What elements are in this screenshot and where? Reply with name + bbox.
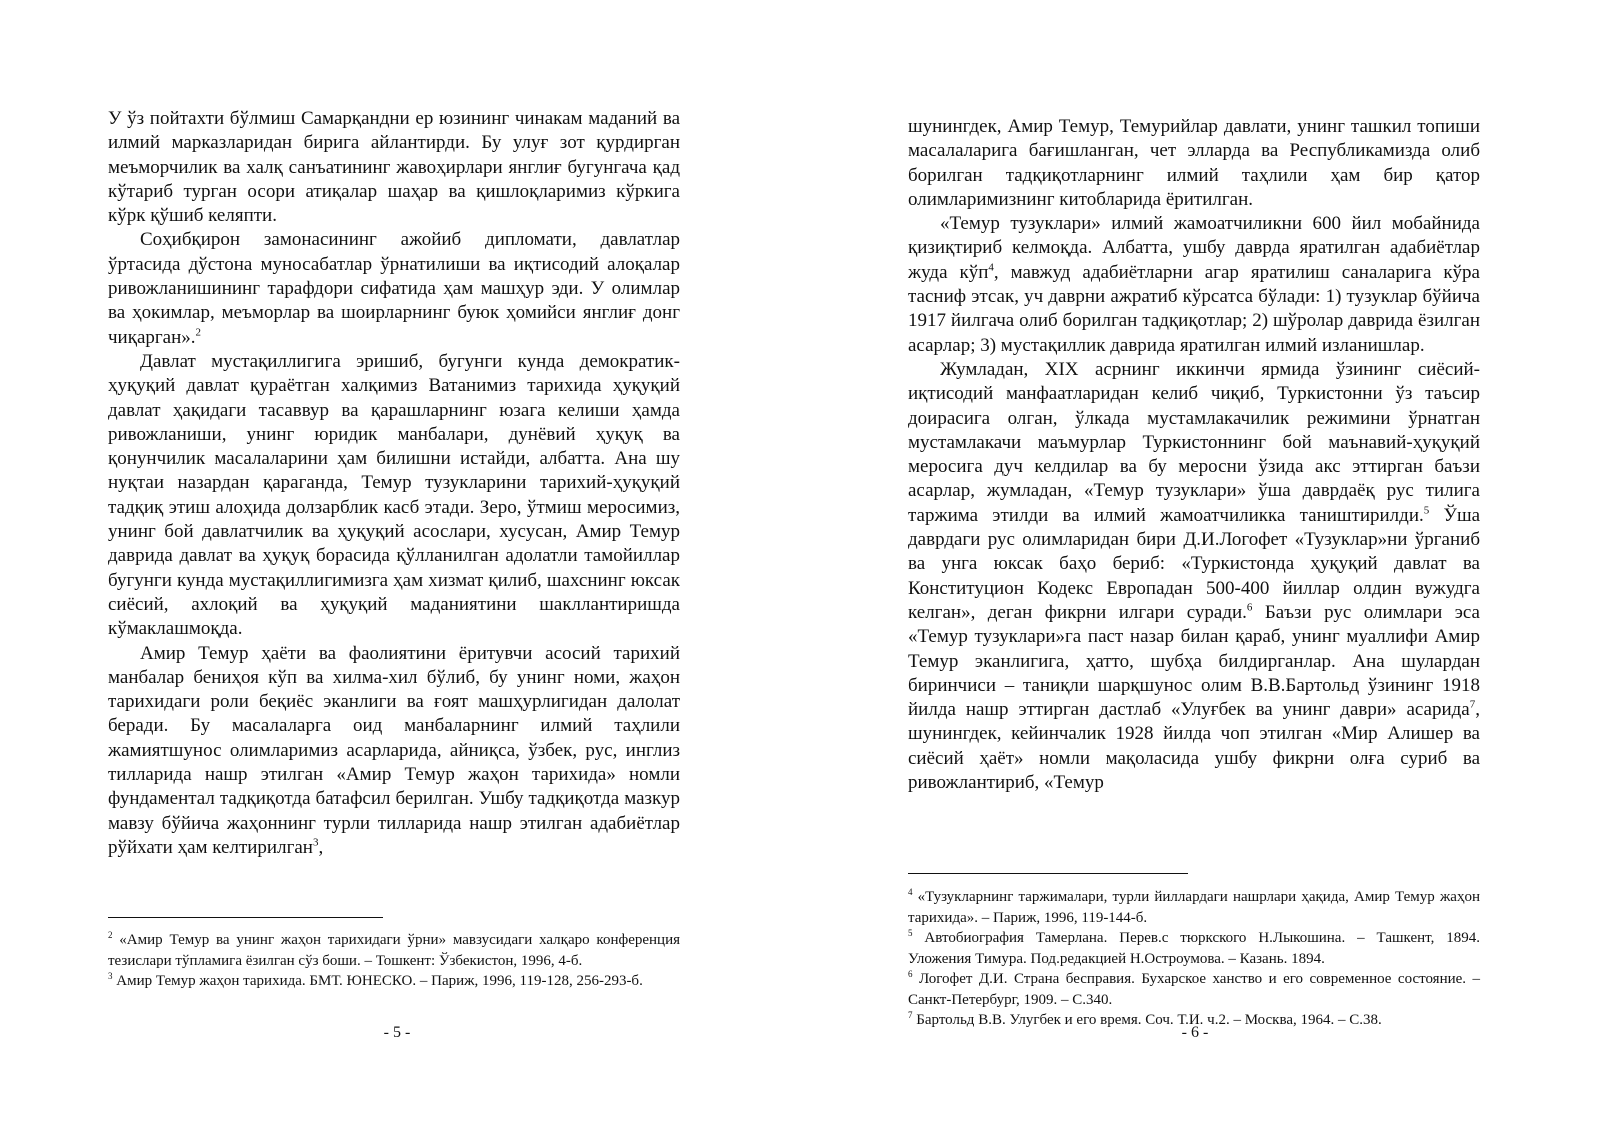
paragraph: шунингдек, Амир Темур, Темурийлар давлати, унинг ташкил топиши масалаларига бағишланган, чет элларда ва Республикамизда олиб борилган тадқиқотларнинг илмий таҳлили ҳам бир қатор олимларимизнинг китобларида ёритилган. <box>908 116 1480 210</box>
right-page <box>800 0 1600 1131</box>
paragraph: «Темур тузуклари» илмий жамоатчиликни 600 йил мобайнида қизиқтириб келмоқда. Албатта, ушбу даврда яратилган адабиётлар жуда кўп$^4$, мавжуд адабиётларни агар яратилиш саналарига кўра тасниф этсак, уч даврни ажратиб кўрсатса бўлади: 1) тузуклар бўйича 1917 йилгача олиб борилган тадқиқотлар; 2) шўролар даврида ёзилган асарлар; 3) мустақиллик даврида яратилган илмий изланишлар. <box>908 213 1480 356</box>
left-body-text <box>108 107 680 860</box>
footnote-ref: 5 <box>1423 504 1430 517</box>
left-footnotes <box>108 930 680 992</box>
footnote: $^7$ Бартольд В.В. Улугбек и его время. Соч. Т.И. ч.2. – Москва, 1964. – С.38. <box>908 1010 1382 1028</box>
footnote-separator <box>108 917 383 918</box>
footnote: $^4$ «Тузукларнинг таржималари, турли йиллардаги нашрлари ҳақида, Амир Темур жаҳон тарихида». – Париж, 1996, 119-144-б. <box>908 887 1480 926</box>
paragraph: Жумладан, XIX асрнинг иккинчи ярмида ўзининг сиёсий-иқтисодий манфаатларидан келиб чиқиб, Туркистонни ўз таъсир доирасига олган, ўлкада мустамлакачилик режимини ўрнатган мустамлакачи маъмурлар Туркистоннинг бой маънавий-ҳуқуқий меросига дуч келдилар ва бу меросни ўзида акс эттирган баъзи асарлар, жумладан, «Темур тузуклари» ўша даврдаёқ рус тилига таржима этилди ва илмий жамоатчиликка таништирилди.$^5$ Ўша даврдаги рус олимларидан бири Д.И.Логофет «Тузуклар»ни ўрганиб ва унга юксак баҳо бериб: «Туркистонда ҳуқуқий давлат ва Конституцион Кодекс Европадан 500-400 йиллар олдин вужудга келган», деган фикрни илгари суради.$^6$ Баъзи рус олимлари эса «Темур тузуклари»га паст назар билан қараб, унинг муаллифи Амир Темур эканлигига, ҳатто, шубҳа билдирганлар. Ана шулардан биринчиси – таниқли шарқшунос олим В.В.Бартольд ўзининг 1918 йилда нашр эттирган дастлаб «Улуғбек ва унинг даври» асарида$^7$, шунингдек, кейинчалик 1928 йилда чоп этилган «Мир Алишер ва сиёсий ҳаёт» номли мақоласида ушбу фикрни олға суриб ва ривожлантириб, «Темур <box>908 358 1481 794</box>
right-footnotes <box>908 887 1480 1031</box>
footnote: $^3$ Амир Темур жаҳон тарихида. БМТ. ЮНЕСКО. – Париж, 1996, 119-128, 256-293-б. <box>108 971 643 989</box>
footnote-separator <box>908 873 1188 874</box>
footnote: $^6$ Логофет Д.И. Страна бесправия. Бухарское ханство и его современное состояние. – Санкт-Петербург, 1909. – С.340. <box>908 969 1480 1008</box>
footnote: $^5$ Автобиография Тамерлана. Перев.с тюркского Н.Лыкошина. – Ташкент, 1894. Уложения Тимура. Под.редакцией Н.Остроумова. – Казань. 1894. <box>908 928 1480 967</box>
footnote-ref: 7 <box>1469 698 1476 711</box>
footnote-ref: 3 <box>312 836 319 849</box>
footnote-ref: 4 <box>988 261 994 274</box>
footnote: $^2$ «Амир Темур ва унинг жаҳон тарихидаги ўрни» мавзусидаги халқаро конференция тезислари тўпламига ёзилган сўз боши. – Тошкент: Ўзбекистон, 1996, 4-б. <box>108 930 680 969</box>
paragraph: Соҳибқирон замонасининг ажойиб дипломати, давлатлар ўртасида дўстона муносабатлар ўрнатилиши ва иқтисодий алоқалар ривожланишининг тарафдори сифатида ҳам машҳур эди. У олимлар ва ҳокимлар, меъморлар ва шоирларнинг буюк ҳомийси янглиғ донг чиқарган».$^2$ <box>108 229 680 348</box>
paragraph: Амир Темур ҳаёти ва фаолиятини ёритувчи асосий тарихий манбалар бениҳоя кўп ва хилма-хил бўлиб, бу унинг номи, жаҳон тарихидаги роли беқиёс эканлиги ва ғоят машҳурлигидан далолат беради. Бу масалаларга оид манбаларнинг илмий таҳлили жамиятшунос олимларимиз асарларида, айниқса, ўзбек, рус, инглиз тилларида нашр этилган «Амир Темур жаҳон тарихида» номли фундаментал тадқиқотда батафсил берилган. Ушбу тадқиқотда мазкур мавзу бўйича жаҳоннинг турли тилларида нашр этилган адабиётлар рўйхати ҳам келтирилган$^3$, <box>108 642 680 858</box>
right-body-text <box>908 115 1480 795</box>
page-number: - 5 - <box>383 1024 411 1041</box>
page-number: - 6 - <box>1181 1024 1209 1041</box>
paragraph: У ўз пойтахти бўлмиш Самарқандни ер юзининг чинакам маданий ва илмий марказларидан бирига айлантирди. Бу улуғ зот қурдирган меъморчилик ва халқ санъатининг жавоҳирлари янглиғ бугунгача қад кўтариб турган осори атиқалар шаҳар ва қишлоқларимиз кўркига кўрк қўшиб келяпти. <box>108 108 680 227</box>
paragraph: Давлат мустақиллигига эришиб, бугунги кунда демократик-ҳуқуқий давлат қураётган халқимиз Ватанимиз тарихида ҳуқуқий давлат ҳақидаги тасаввур ва қарашларнинг юзага келиши ҳамда ривожланиши, унинг юридик манбалари, дунёвий ҳуқуқ ва қонунчилик масалаларини ҳам билишни истайди, албатта. Ана шу нуқтаи назардан қараганда, Темур тузукларини тарихий-ҳуқуқий тадқиқ этиш алоҳида долзарблик касб этади. Зеро, ўтмиш меросимиз, унинг бой давлатчилик ва ҳуқуқий асослари, хусусан, Амир Темур даврида давлат ва ҳуқуқ борасида қўлланилган адолатли тамойиллар бугунги кунда мустақиллигимизга ҳам хизмат қилиб, шахснинг юксак сиёсий, ахлоқий ва ҳуқуқий маданиятини шакллантиришда кўмаклашмоқда. <box>108 350 680 640</box>
footnote-ref: 6 <box>1246 601 1253 614</box>
footnote-ref: 2 <box>195 326 202 339</box>
